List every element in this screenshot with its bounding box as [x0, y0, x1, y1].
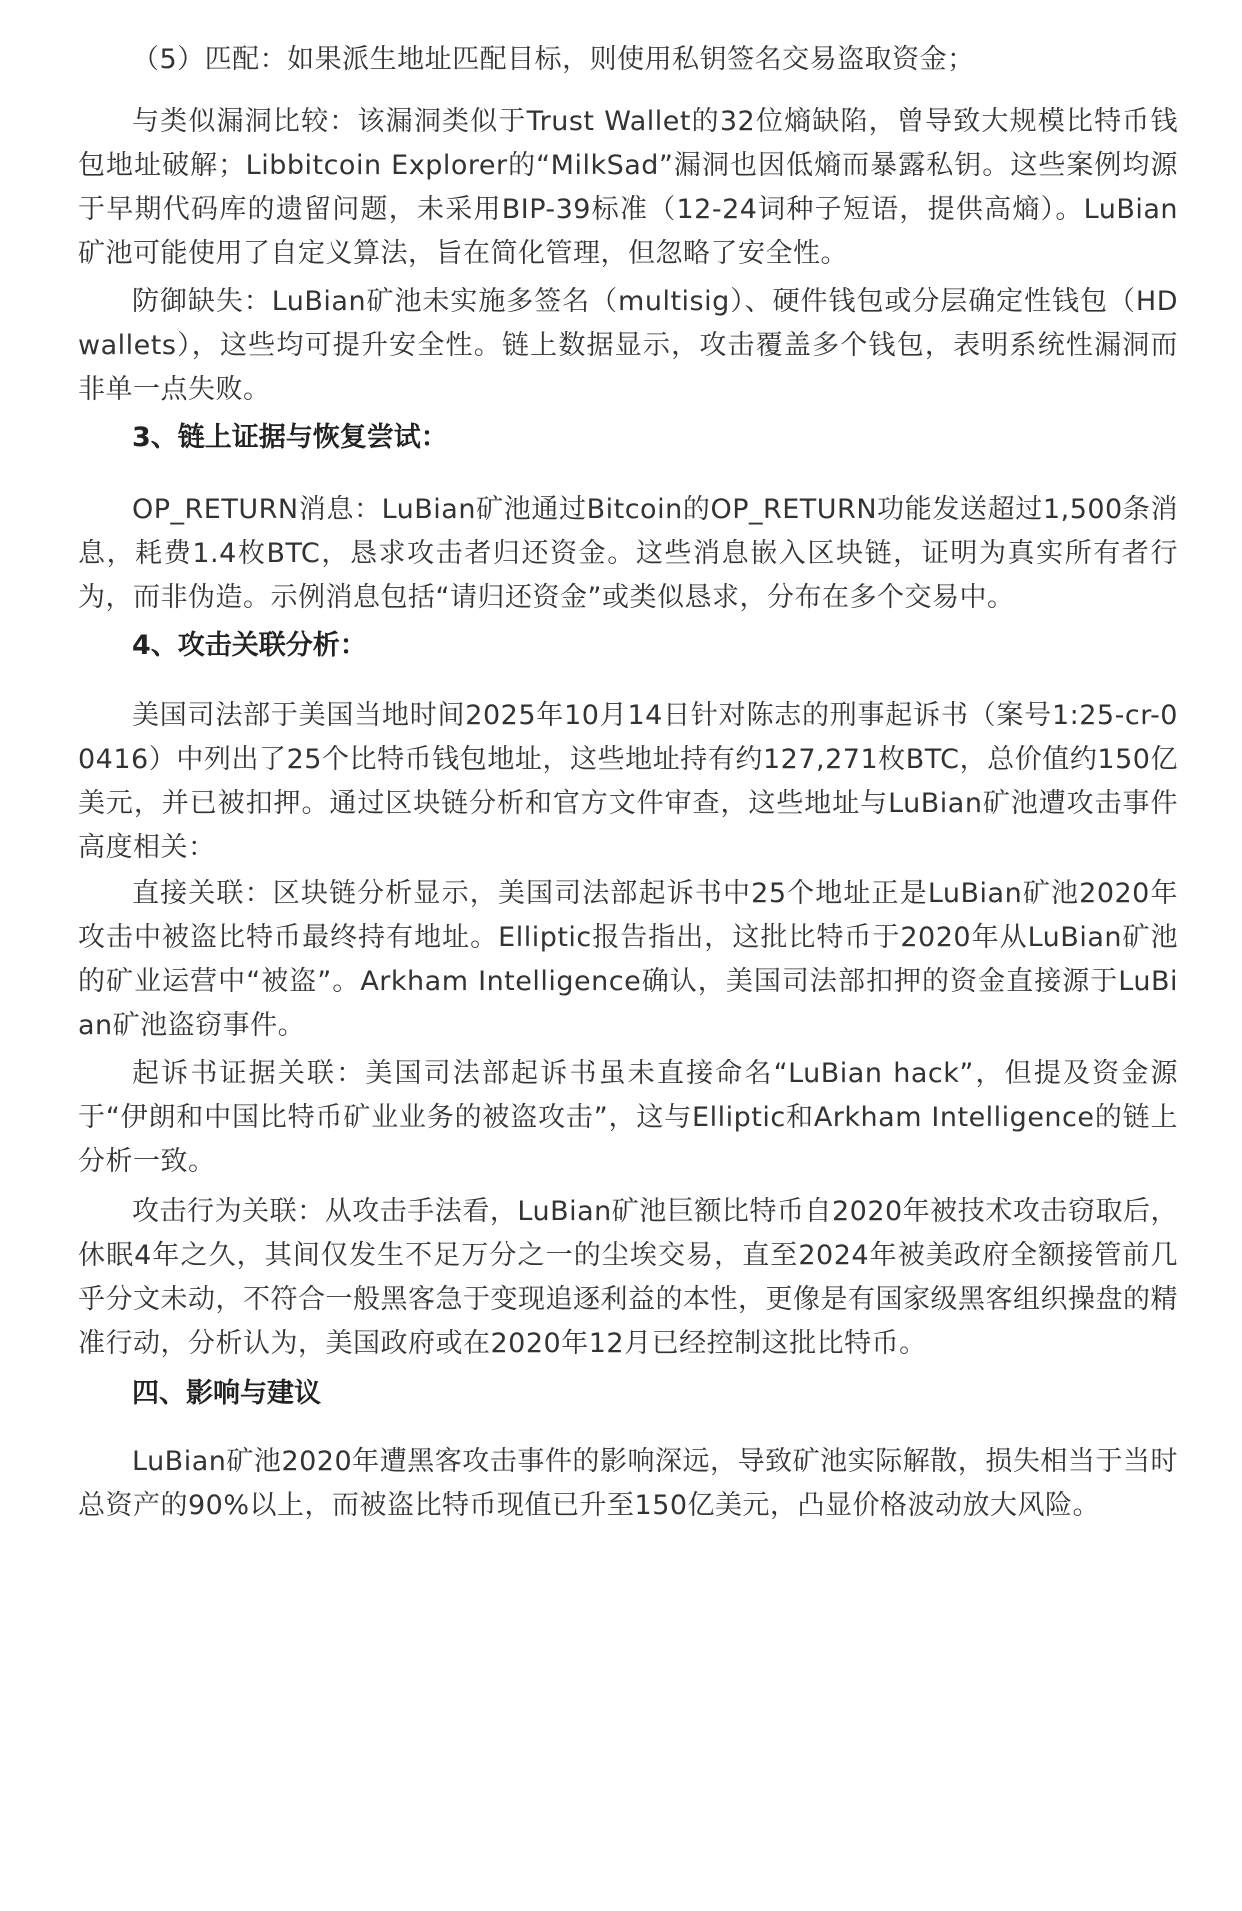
heading-attack-correlation: 4、攻击关联分析：	[132, 630, 367, 661]
paragraph-direct-correlation: 直接关联：区块链分析显示，美国司法部起诉书中25个地址正是LuBian矿池2020年攻击中被盗比特币最终持有地址。Elliptic报告指出，这批比特币于2020年从LuBian矿池的矿业运营中“被盗”。Arkham Intelligence确认，美国司法部扣押的资金直接源于LuBian矿池盗窃事件。	[78, 878, 1178, 1041]
paragraph-vulnerability-comparison: 与类似漏洞比较：该漏洞类似于Trust Wallet的32位熵缺陷，曾导致大规模比特币钱包地址破解；Libbitcoin Explorer的“MilkSad”漏洞也因低熵而暴露私钥。这些案例均源于早期代码库的遗留问题，未采用BIP-39标准（12-24词种子短语，提供高熵）。LuBian矿池可能使用了自定义算法，旨在简化管理，但忽略了安全性。	[78, 106, 1178, 269]
paragraph-doj-indictment: 美国司法部于美国当地时间2025年10月14日针对陈志的刑事起诉书（案号1:25-cr-00416）中列出了25个比特币钱包地址，这些地址持有约127,271枚BTC，总价值约150亿美元，并已被扣押。通过区块链分析和官方文件审查，这些地址与LuBian矿池遭攻击事件高度相关：	[78, 700, 1178, 863]
heading-onchain-evidence: 3、链上证据与恢复尝试：	[132, 422, 448, 453]
paragraph-attack-behavior: 攻击行为关联：从攻击手法看，LuBian矿池巨额比特币自2020年被技术攻击窃取后，休眠4年之久，其间仅发生不足万分之一的尘埃交易，直至2024年被美政府全额接管前几乎分文未动，不符合一般黑客急于变现追逐利益的本性，更像是有国家级黑客组织操盘的精准行动，分析认为，美国政府或在2020年12月已经控制这批比特币。	[78, 1196, 1178, 1359]
paragraph-indictment-evidence: 起诉书证据关联：美国司法部起诉书虽未直接命名“LuBian hack”，但提及资金源于“伊朗和中国比特币矿业业务的被盗攻击”，这与Elliptic和Arkham Intelligence的链上分析一致。	[78, 1058, 1178, 1177]
heading-impact-and-advice: 四、影响与建议	[132, 1378, 321, 1409]
paragraph-step5: （5）匹配：如果派生地址匹配目标，则使用私钥签名交易盗取资金；	[132, 44, 975, 75]
paragraph-defense-missing: 防御缺失：LuBian矿池未实施多签名（multisig）、硬件钱包或分层确定性钱包（HD wallets），这些均可提升安全性。链上数据显示，攻击覆盖多个钱包，表明系统性漏洞而非单一点失败。	[78, 286, 1178, 405]
paragraph-op-return: OP_RETURN消息：LuBian矿池通过Bitcoin的OP_RETURN功能发送超过1,500条消息，耗费1.4枚BTC，恳求攻击者归还资金。这些消息嵌入区块链，证明为真实所有者行为，而非伪造。示例消息包括“请归还资金”或类似恳求，分布在多个交易中。	[78, 494, 1178, 613]
paragraph-impact: LuBian矿池2020年遭黑客攻击事件的影响深远，导致矿池实际解散，损失相当于当时总资产的90%以上，而被盗比特币现值已升至150亿美元，凸显价格波动放大风险。	[78, 1446, 1178, 1521]
